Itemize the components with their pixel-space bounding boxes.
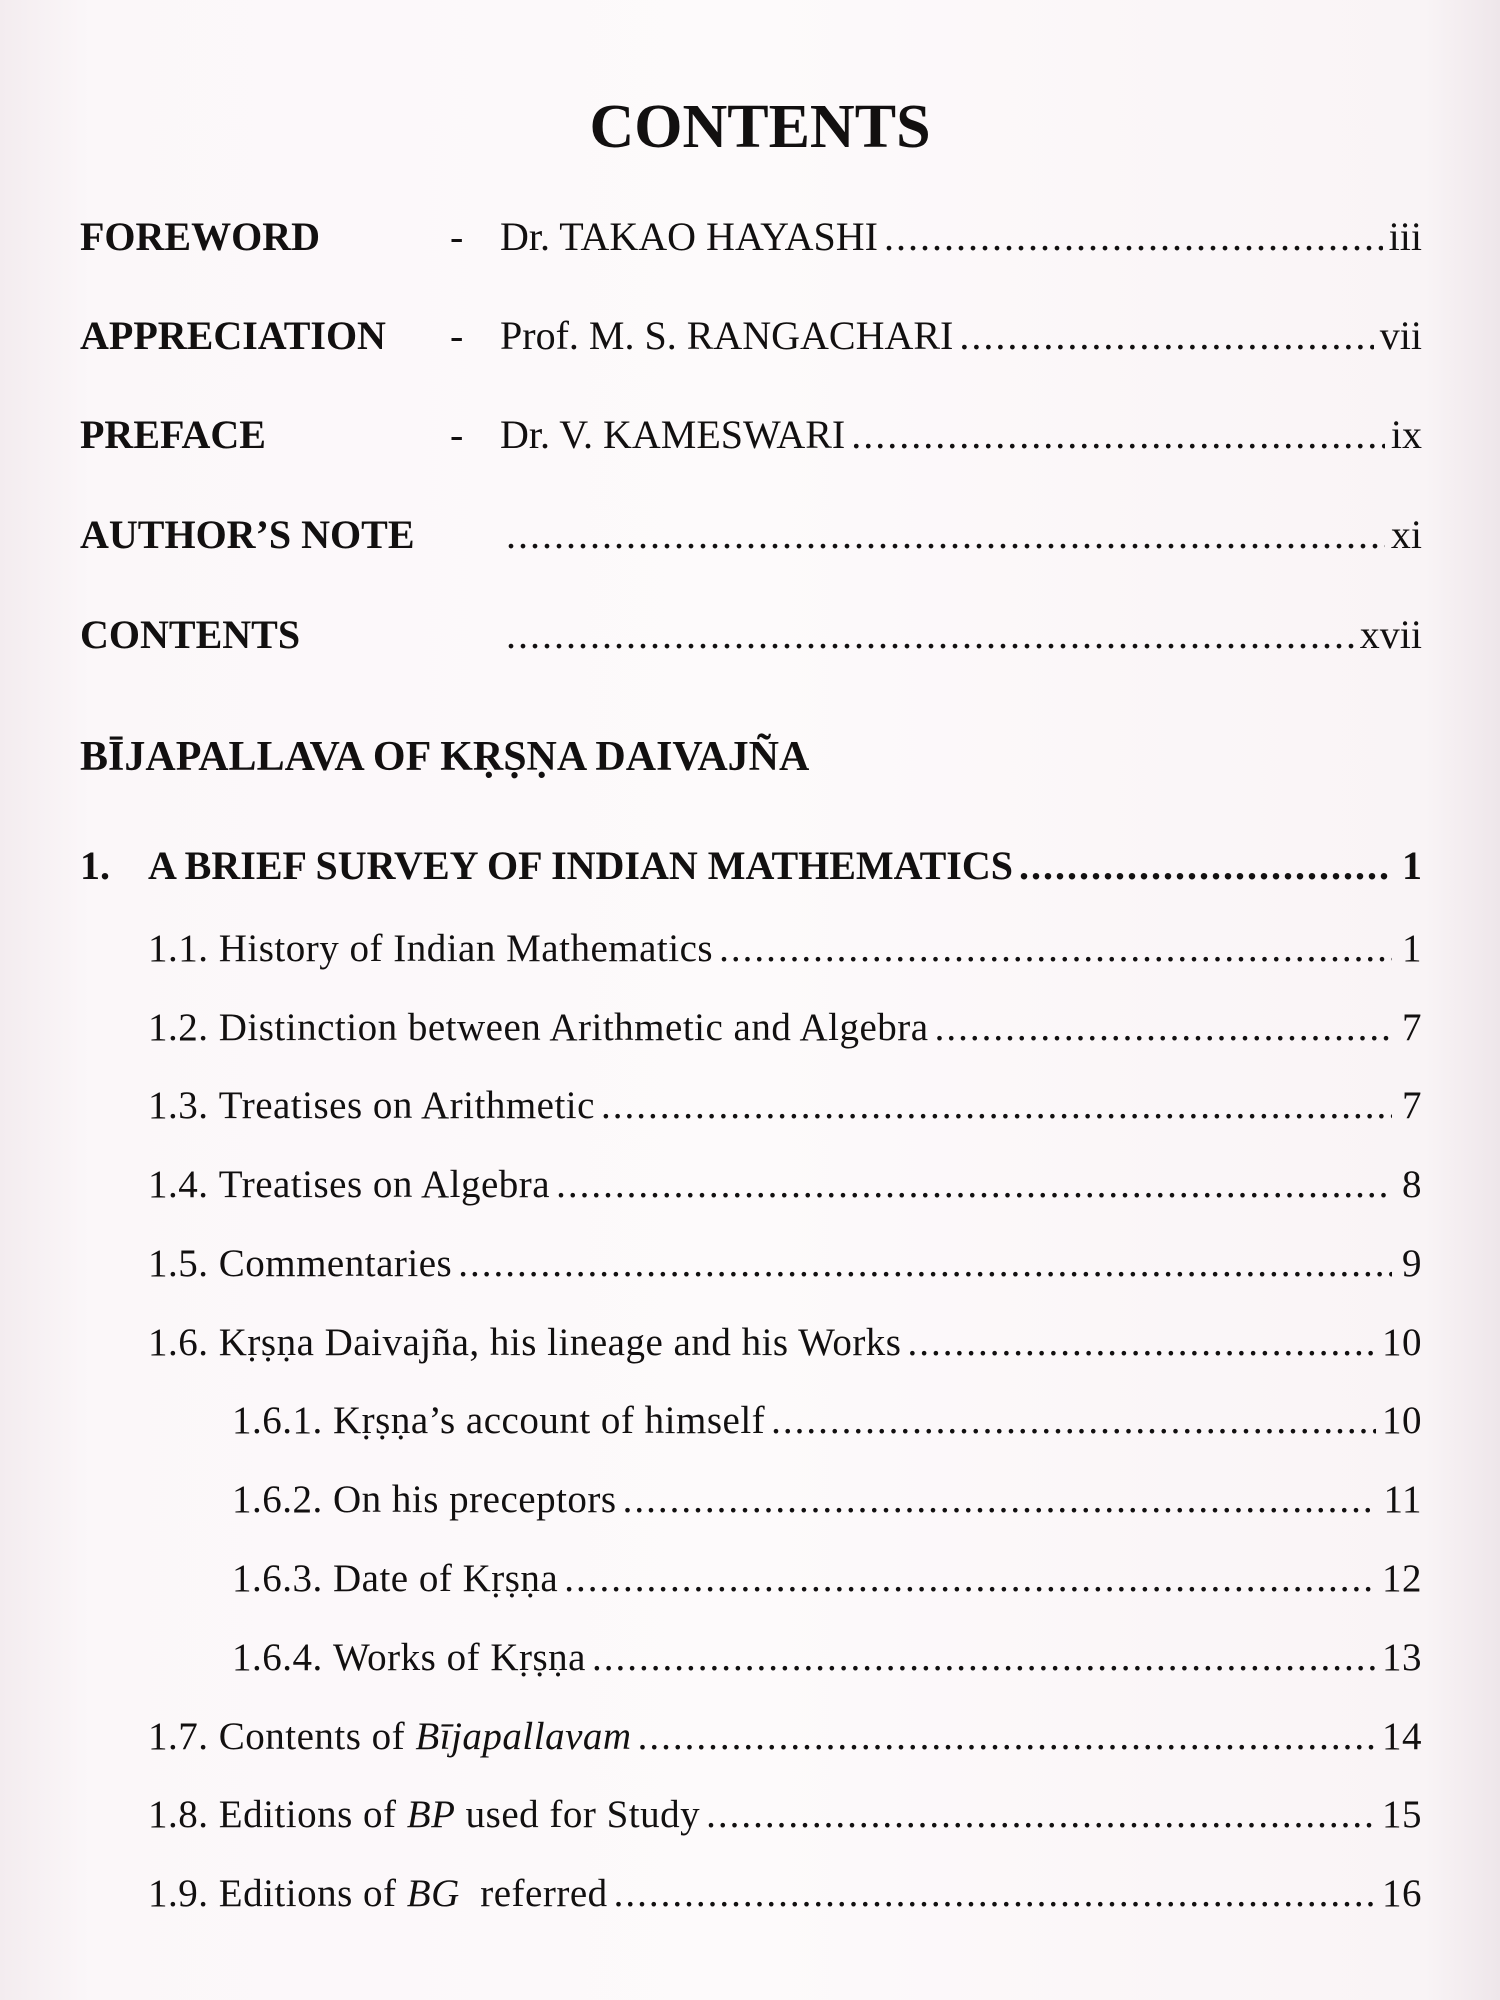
section-title: Contents of bbox=[218, 1715, 406, 1758]
section-number: 1.6. bbox=[148, 1321, 209, 1364]
section-title: Editions of bbox=[218, 1872, 397, 1915]
toc-section-1-6-1[interactable] bbox=[232, 1398, 1422, 1443]
front-author: Prof. M. S. RANGACHARI bbox=[500, 313, 954, 358]
section-number: 1.7. bbox=[148, 1715, 209, 1758]
page-number: 10 bbox=[1382, 1321, 1422, 1364]
section-title: Kṛṣṇa’s account of himself bbox=[333, 1399, 766, 1442]
section-title: Distinction between Arithmetic and Algebra bbox=[218, 1006, 929, 1049]
leader-dots bbox=[719, 926, 1392, 971]
page-number: 16 bbox=[1382, 1872, 1422, 1915]
toc-section-1-3[interactable] bbox=[148, 1083, 1422, 1128]
leader-dots bbox=[506, 611, 1354, 658]
section-title: History of Indian Mathematics bbox=[218, 927, 714, 970]
page-number: 14 bbox=[1382, 1715, 1422, 1758]
toc-front-contents[interactable] bbox=[80, 611, 1422, 671]
page-number: 15 bbox=[1382, 1793, 1422, 1836]
toc-section-1-4[interactable] bbox=[148, 1162, 1422, 1207]
front-author: Dr. V. KAMESWARI bbox=[500, 412, 846, 457]
leader-dots bbox=[601, 1083, 1392, 1128]
section-number: 1.4. bbox=[148, 1163, 209, 1206]
toc-front-foreword[interactable] bbox=[80, 213, 1422, 273]
leader-dots bbox=[506, 511, 1385, 558]
section-title-after: referred bbox=[480, 1872, 608, 1915]
toc-section-1-6-3[interactable] bbox=[232, 1556, 1422, 1601]
page-title: CONTENTS bbox=[589, 93, 931, 161]
toc-front-preface[interactable] bbox=[80, 411, 1422, 471]
page-number: xi bbox=[1390, 512, 1422, 557]
chapter-title: A BRIEF SURVEY OF INDIAN MATHEMATICS bbox=[148, 843, 1013, 888]
section-title: Treatises on Algebra bbox=[218, 1163, 551, 1206]
leader-dots bbox=[564, 1556, 1376, 1601]
page-number: 12 bbox=[1382, 1557, 1422, 1600]
page-number: vii bbox=[1379, 313, 1422, 358]
front-label: CONTENTS bbox=[80, 612, 301, 657]
section-title: Commentaries bbox=[218, 1242, 453, 1285]
section-number: 1.9. bbox=[148, 1872, 209, 1915]
section-number: 1.2. bbox=[148, 1006, 209, 1049]
toc-section-1-9[interactable] bbox=[148, 1871, 1422, 1916]
leader-dots bbox=[771, 1398, 1376, 1443]
front-author: Dr. TAKAO HAYASHI bbox=[500, 214, 878, 259]
section-number: 1.3. bbox=[148, 1084, 209, 1127]
page-number: ix bbox=[1390, 412, 1422, 457]
toc-section-1-1[interactable] bbox=[148, 926, 1422, 971]
leader-dots bbox=[623, 1477, 1378, 1522]
part-heading: BĪJAPALLAVA OF KṚṢṆA DAIVAJÑA bbox=[80, 734, 810, 780]
section-title: Editions of bbox=[218, 1793, 397, 1836]
chapter-number: 1. bbox=[80, 843, 110, 888]
page-number: iii bbox=[1388, 214, 1422, 259]
page-number: 7 bbox=[1402, 1006, 1422, 1049]
section-title-after: used for Study bbox=[465, 1793, 701, 1836]
front-label: PREFACE bbox=[80, 412, 266, 457]
leader-dots bbox=[935, 1005, 1392, 1050]
section-title: Treatises on Arithmetic bbox=[218, 1084, 595, 1127]
leader-dots bbox=[614, 1871, 1376, 1916]
leader-dots bbox=[1019, 842, 1392, 889]
page-number: 10 bbox=[1382, 1399, 1422, 1442]
leader-dots bbox=[638, 1714, 1376, 1759]
section-title-italic: BP bbox=[406, 1793, 456, 1836]
page-number: xvii bbox=[1359, 612, 1422, 657]
toc-section-1-7[interactable] bbox=[148, 1714, 1422, 1759]
page-number: 1 bbox=[1402, 927, 1422, 970]
section-number: 1.1. bbox=[148, 927, 209, 970]
toc-section-1-5[interactable] bbox=[148, 1241, 1422, 1286]
toc-section-1-6[interactable] bbox=[148, 1320, 1422, 1365]
section-title-italic: BG bbox=[406, 1872, 460, 1915]
toc-section-1-8[interactable] bbox=[148, 1792, 1422, 1837]
leader-dots bbox=[458, 1241, 1392, 1286]
leader-dots bbox=[884, 213, 1383, 260]
page-number: 13 bbox=[1382, 1636, 1422, 1679]
section-number: 1.6.4. bbox=[232, 1636, 323, 1679]
leader-dots bbox=[959, 312, 1373, 359]
front-label: FOREWORD bbox=[80, 214, 320, 259]
section-number: 1.6.3. bbox=[232, 1557, 323, 1600]
leader-dots bbox=[706, 1792, 1376, 1837]
leader-dots bbox=[851, 411, 1385, 458]
section-title: Works of Kṛṣṇa bbox=[333, 1636, 586, 1679]
section-title: Date of Kṛṣṇa bbox=[333, 1557, 559, 1600]
section-title: Kṛṣṇa Daivajña, his lineage and his Works bbox=[218, 1321, 902, 1364]
toc-front-appreciation[interactable] bbox=[80, 312, 1422, 372]
front-label: AUTHOR’S NOTE bbox=[80, 512, 415, 557]
leader-dots bbox=[908, 1320, 1377, 1365]
page-number: 7 bbox=[1402, 1084, 1422, 1127]
front-dash: - bbox=[450, 412, 464, 457]
section-title-italic: Bījapallavam bbox=[415, 1715, 632, 1758]
section-number: 1.6.2. bbox=[232, 1478, 323, 1521]
page-number: 9 bbox=[1402, 1242, 1422, 1285]
toc-section-1-6-2[interactable] bbox=[232, 1477, 1422, 1522]
toc-section-1-2[interactable] bbox=[148, 1005, 1422, 1050]
page-number: 1 bbox=[1402, 843, 1422, 888]
toc-section-1-6-4[interactable] bbox=[232, 1635, 1422, 1680]
front-label: APPRECIATION bbox=[80, 313, 386, 358]
section-title: On his preceptors bbox=[333, 1478, 617, 1521]
front-dash: - bbox=[450, 214, 464, 259]
front-dash: - bbox=[450, 313, 464, 358]
toc-front-authors-note[interactable] bbox=[80, 511, 1422, 571]
section-number: 1.8. bbox=[148, 1793, 209, 1836]
leader-dots bbox=[592, 1635, 1376, 1680]
section-number: 1.5. bbox=[148, 1242, 209, 1285]
section-number: 1.6.1. bbox=[232, 1399, 323, 1442]
page-number: 8 bbox=[1402, 1163, 1422, 1206]
toc-chapter-1[interactable] bbox=[80, 842, 1422, 889]
page-number: 11 bbox=[1383, 1478, 1422, 1521]
leader-dots bbox=[556, 1162, 1392, 1207]
